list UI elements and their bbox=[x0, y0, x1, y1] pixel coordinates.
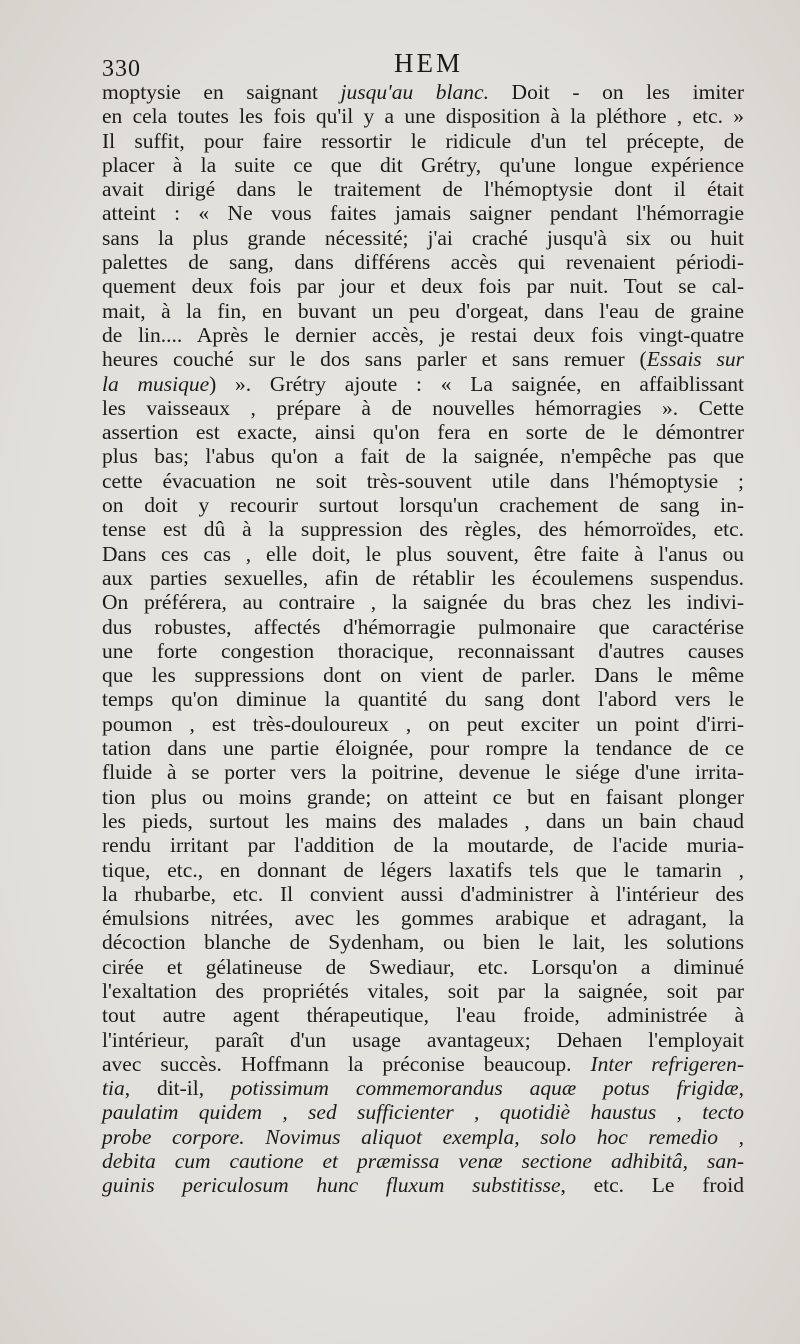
text-line bbox=[102, 542, 744, 566]
text-segment: Dans ces cas , elle doit, le plus souvent, être faite à l'anus ou bbox=[102, 541, 744, 566]
text-segment: atteint : « Ne vous faites jamais saigner pendant l'hémorragie bbox=[102, 201, 744, 226]
text-line bbox=[102, 955, 744, 979]
page-number: 330 bbox=[102, 56, 141, 82]
text-segment: palettes de sang, dans différens accès qui revenaient périodi- bbox=[102, 250, 744, 275]
text-segment: dus robustes, affectés d'hémorragie pulmonaire que caractérise bbox=[102, 614, 744, 639]
body-text bbox=[102, 80, 744, 1198]
text-line bbox=[102, 274, 744, 298]
text-line bbox=[102, 590, 744, 614]
text-segment: on doit y recourir surtout lorsqu'un crachement de sang in- bbox=[102, 493, 744, 518]
text-line bbox=[102, 396, 744, 420]
text-line bbox=[102, 930, 744, 954]
italic-text-segment: probe corpore. Novimus aliquot exempla, solo hoc remedio , bbox=[102, 1124, 744, 1149]
text-line bbox=[102, 226, 744, 250]
text-segment: plus bas; l'abus qu'on a fait de la saignée, n'empêche pas que bbox=[102, 444, 744, 469]
text-segment: mait, à la fin, en buvant un peu d'orgeat, dans l'eau de graine bbox=[102, 298, 744, 323]
text-segment: cirée et gélatineuse de Swediaur, etc. Lorsqu'on a diminué bbox=[102, 954, 744, 979]
text-segment: tion plus ou moins grande; on atteint ce but en faisant plonger bbox=[102, 784, 744, 809]
text-segment: placer à la suite ce que dit Grétry, qu'une longue expérience bbox=[102, 152, 744, 177]
text-line bbox=[102, 785, 744, 809]
text-line bbox=[102, 347, 744, 371]
text-segment: Doit - on les imiter bbox=[488, 80, 744, 104]
text-line bbox=[102, 566, 744, 590]
text-line bbox=[102, 104, 744, 128]
text-segment: décoction blanche de Sydenham, ou bien le lait, les solutions bbox=[102, 930, 744, 955]
text-line bbox=[102, 760, 744, 784]
text-segment: tique, etc., en donnant de légers laxatifs tels que le tamarin , bbox=[102, 857, 744, 882]
italic-text-segment: potissimum commemorandus aquæ potus frigidæ bbox=[231, 1076, 739, 1101]
text-line bbox=[102, 712, 744, 736]
text-segment: assertion est exacte, ainsi qu'on fera en sorte de le démontrer bbox=[102, 420, 744, 445]
text-line bbox=[102, 299, 744, 323]
italic-text-segment: tia bbox=[102, 1076, 125, 1101]
text-segment: avec succès. Hoffmann la préconise beaucoup. bbox=[102, 1051, 591, 1076]
text-line bbox=[102, 1003, 744, 1027]
text-segment: les vaisseaux , prépare à de nouvelles hémorragies ». Cette bbox=[102, 395, 744, 420]
text-line bbox=[102, 1125, 744, 1149]
text-line bbox=[102, 129, 744, 153]
text-segment: tense est dû à la suppression des règles, des hémorroïdes, etc. bbox=[102, 517, 744, 542]
text-segment: de lin.... Après le dernier accès, je restai deux fois vingt-quatre bbox=[102, 322, 744, 347]
text-line bbox=[102, 372, 744, 396]
text-segment: ) ». Grétry ajoute : « La saignée, en affaiblissant bbox=[209, 371, 744, 396]
text-line bbox=[102, 201, 744, 225]
text-segment: avait dirigé dans le traitement de l'hémoptysie dont il était bbox=[102, 177, 744, 202]
text-segment: la rhubarbe, etc. Il convient aussi d'administrer à l'intérieur des bbox=[102, 881, 744, 906]
text-segment: On préférera, au contraire , la saignée du bras chez les indivi- bbox=[102, 590, 744, 615]
text-segment: tout autre agent thérapeutique, l'eau froide, administrée à bbox=[102, 1003, 744, 1028]
text-line bbox=[102, 736, 744, 760]
text-segment: Il suffit, pour faire ressortir le ridicule d'un tel précepte, de bbox=[102, 128, 744, 153]
text-segment: quement deux fois par jour et deux fois par nuit. Tout se cal- bbox=[102, 274, 744, 299]
text-segment: , etc. Le froid bbox=[560, 1173, 744, 1198]
text-line bbox=[102, 809, 744, 833]
text-line bbox=[102, 1149, 744, 1173]
text-segment: sans la plus grande nécessité; j'ai craché jusqu'à six ou huit bbox=[102, 225, 744, 250]
text-line bbox=[102, 979, 744, 1003]
text-segment: que les suppressions dont on vient de parler. Dans le même bbox=[102, 663, 744, 688]
text-line bbox=[102, 833, 744, 857]
text-line bbox=[102, 1076, 744, 1100]
text-line bbox=[102, 615, 744, 639]
text-segment: cette évacuation ne soit très-souvent utile dans l'hémoptysie ; bbox=[102, 468, 744, 493]
text-line bbox=[102, 663, 744, 687]
text-segment: moptysie en saignant bbox=[102, 80, 341, 104]
text-segment: l'exaltation des propriétés vitales, soit par la saignée, soit par bbox=[102, 978, 744, 1003]
italic-text-segment: la musique bbox=[102, 371, 210, 396]
text-segment: tation dans une partie éloignée, pour rompre la tendance de ce bbox=[102, 736, 744, 761]
text-segment: temps qu'on diminue la quantité du sang dont l'abord vers le bbox=[102, 687, 744, 712]
italic-text-segment: jusqu'au blanc. bbox=[340, 80, 489, 104]
text-line bbox=[102, 250, 744, 274]
text-line bbox=[102, 1100, 744, 1124]
text-segment: aux parties sexuelles, afin de rétablir les écoulemens suspendus. bbox=[102, 565, 744, 590]
text-line bbox=[102, 1173, 744, 1197]
italic-text-segment: Inter refrigeren- bbox=[590, 1051, 744, 1076]
text-segment: fluide à se porter vers la poitrine, devenue le siége d'une irrita- bbox=[102, 760, 744, 785]
text-segment: , bbox=[738, 1076, 744, 1101]
text-segment: l'intérieur, paraît d'un usage avantageux; Dehaen l'employait bbox=[102, 1027, 744, 1052]
text-line bbox=[102, 1052, 744, 1076]
running-head: HEM bbox=[394, 48, 463, 78]
text-line bbox=[102, 687, 744, 711]
text-segment: une forte congestion thoracique, reconnaissant d'autres causes bbox=[102, 638, 744, 663]
italic-text-segment: guinis periculosum hunc fluxum substitisse bbox=[102, 1173, 561, 1198]
text-segment: heures couché sur le dos sans parler et sans remuer ( bbox=[102, 347, 647, 372]
italic-text-segment: paulatim quidem , sed sufficienter , quotidiè haustus , tecto bbox=[102, 1100, 744, 1125]
text-line bbox=[102, 469, 744, 493]
text-line bbox=[102, 444, 744, 468]
text-line bbox=[102, 906, 744, 930]
text-segment: , dit-il, bbox=[124, 1076, 231, 1101]
text-segment: poumon , est très-douloureux , on peut exciter un point d'irri- bbox=[102, 711, 744, 736]
text-line bbox=[102, 517, 744, 541]
text-line bbox=[102, 1028, 744, 1052]
text-line bbox=[102, 80, 744, 104]
text-line bbox=[102, 177, 744, 201]
text-segment: les pieds, surtout les mains des malades , dans un bain chaud bbox=[102, 808, 744, 833]
italic-text-segment: Essais sur bbox=[646, 347, 744, 372]
text-segment: émulsions nitrées, avec les gommes arabique et adragant, la bbox=[102, 906, 744, 931]
text-line bbox=[102, 882, 744, 906]
text-line bbox=[102, 420, 744, 444]
text-line bbox=[102, 639, 744, 663]
text-line bbox=[102, 858, 744, 882]
italic-text-segment: debita cum cautione et præmissa venæ sectione adhibitâ, san- bbox=[102, 1149, 744, 1174]
text-segment: rendu irritant par l'addition de la moutarde, de l'acide muria- bbox=[102, 833, 744, 858]
text-line bbox=[102, 493, 744, 517]
text-line bbox=[102, 153, 744, 177]
text-line bbox=[102, 323, 744, 347]
text-segment: en cela toutes les fois qu'il y a une disposition à la pléthore , etc. » bbox=[102, 104, 744, 129]
